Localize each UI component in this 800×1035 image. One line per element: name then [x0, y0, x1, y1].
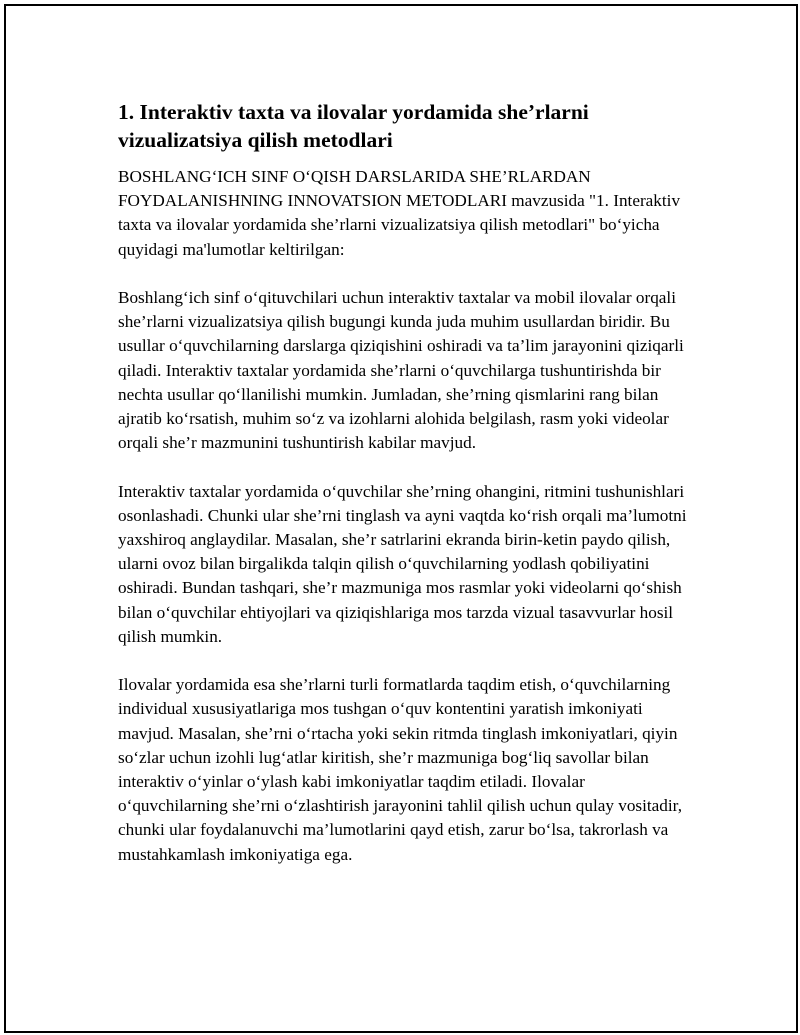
body-paragraph-1: Boshlang‘ich sinf o‘qituvchilari uchun interaktiv taxtalar va mobil ilovalar orqali she’rlarni vizualizatsiya qilish bugungi kunda juda muhim usullardan biridir. Bu usullar o‘quvchilarning darslarga qiziqishini oshiradi va ta’lim jarayonini qiziqarli qiladi. Interaktiv taxtalar yordamida she’rlarni o‘quvchilarga tushuntirishda bir nechta usullar qo‘llanilishi mumkin. Jumladan, she’rning qismlarini rang bilan ajratib ko‘rsatish, muhim so‘z va izohlarni alohida belgilash, rasm yoki videolar orqali she’r mazmunini tushuntirish kabilar mavjud. — [118, 288, 684, 453]
intro-paragraph: BOSHLANG‘ICH SINF O‘QISH DARSLARIDA SHE’RLARDAN FOYDALANISHNING INNOVATSION METODLARI mavzusida "1. Interaktiv taxta va ilovalar yordamida she’rlarni vizualizatsiya qilish metodlari" bo‘yicha quyidagi ma'lumotlar keltirilgan: — [118, 167, 681, 259]
section-heading: 1. Interaktiv taxta va ilovalar yordamida she’rlarni vizualizatsiya qilish metodlari — [118, 100, 589, 152]
body-paragraph-2: Interaktiv taxtalar yordamida o‘quvchilar she’rning ohangini, ritmini tushunishlari osonlashadi. Chunki ular she’rni tinglash va ayni vaqtda ko‘rish orqali ma’lumotni yaxshiroq anglaydilar. Masalan, she’r satrlarini ekranda birin-ketin paydo qilish, ularni ovoz bilan birgalikda talqin qilish o‘quvchilarning yodlash qobiliyatini oshiradi. Bundan tashqari, she’r mazmuniga mos rasmlar yoki videolarni qo‘shish bilan o‘quvchilar ehtiyojlari va qiziqishlariga mos tarzda vizual tasavvurlar hosil qilish mumkin. — [118, 481, 687, 646]
document-content — [118, 98, 688, 867]
document-page — [4, 4, 798, 1033]
body-paragraph-3: Ilovalar yordamida esa she’rlarni turli formatlarda taqdim etish, o‘quvchilarning individual xususiyatlariga mos tushgan o‘quv kontentini yaratish imkoniyati mavjud. Masalan, she’rni o‘rtacha yoki sekin ritmda tinglash imkoniyatlari, qiyin so‘zlar uchun izohli lug‘atlar kiritish, she’r mazmuniga bog‘liq savollar bilan interaktiv o‘yinlar o‘ylash kabi imkoniyatlar taqdim etiladi. Ilovalar o‘quvchilarning she’rni o‘zlashtirish jarayonini tahlil qilish uchun qulay vositadir, chunki ular foydalanuvchi ma’lumotlarini qayd etish, zarur bo‘lsa, takrorlash va mustahkamlash imkoniyatiga ega. — [118, 675, 682, 864]
